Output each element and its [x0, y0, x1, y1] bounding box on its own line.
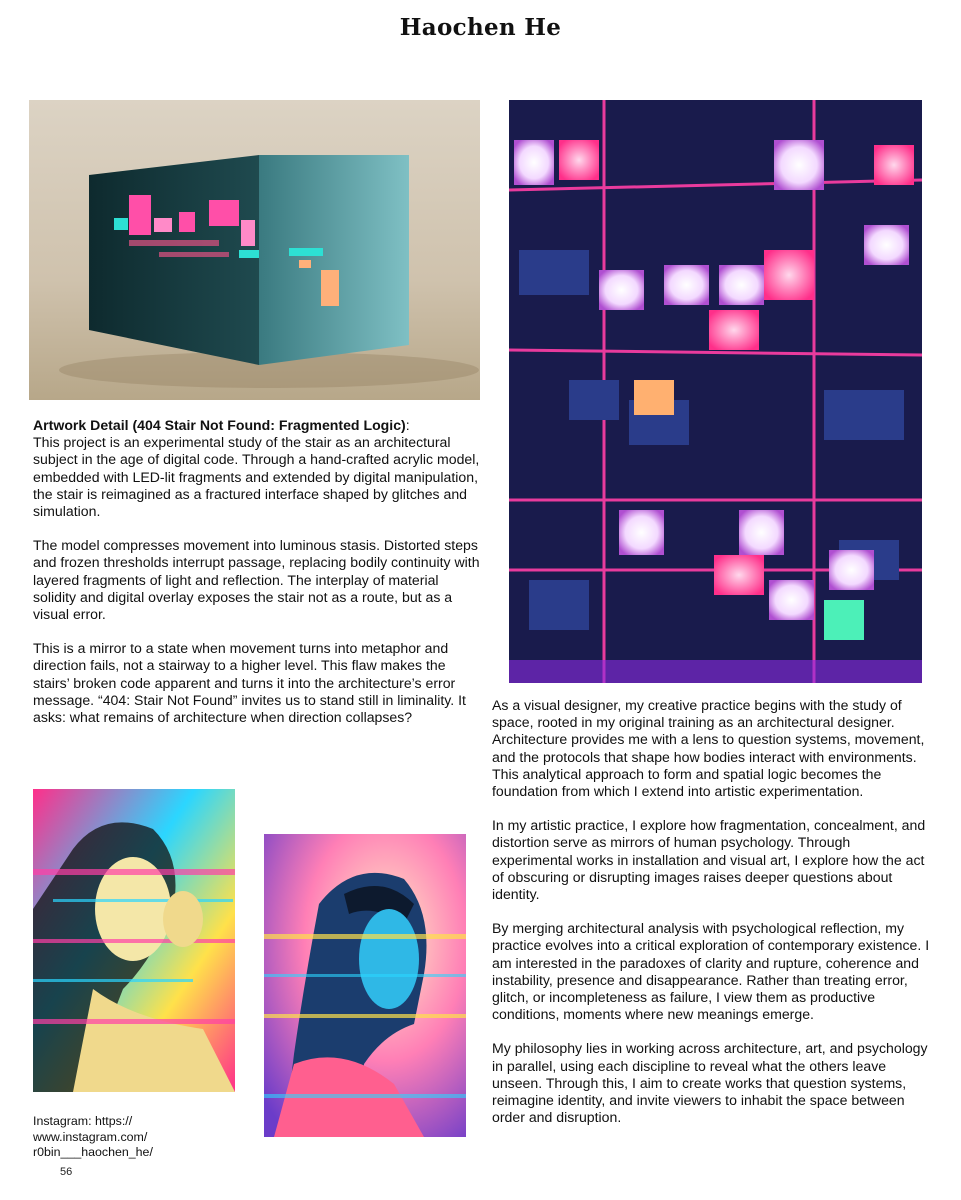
- artwork-paragraph-3: This is a mirror to a state when movement turns into metaphor and direction fails, not a stairway to a higher level. This flaw makes the stairs’ broken code apparent and turns it into the architecture’s error message. “404: Stair Not Found” invites us to stand still in liminality. It asks: what remains of architecture when direction collapses?: [33, 640, 466, 726]
- artwork-model-photo: [29, 100, 480, 400]
- statement-paragraph-1: As a visual designer, my creative practice begins with the study of space, rooted in my original training as an architectural designer. Architecture provides me with a lens to question systems, movement, and the protocols that shape how bodies interact with environments. This analytical approach to form and spatial logic becomes the foundation from which I extend into artistic experimentation.: [492, 697, 925, 800]
- instagram-link[interactable]: Instagram: https:// www.instagram.com/ r0bin___haochen_he/: [33, 1114, 153, 1159]
- artwork-detail-text: [33, 417, 485, 743]
- statement-paragraph-4: My philosophy lies in working across architecture, art, and psychology in parallel, using each discipline to reveal what the others leave unseen. Through this, I aim to create works that question systems, reimagine identity, and invite viewers to inhabit the space between order and disruption.: [492, 1040, 928, 1126]
- artwork-paragraph-1-text: This project is an experimental study of the stair as an architectural subject in the age of digital code. Through a hand-crafted acrylic model, embedded with LED-lit fragments and extended by digital manipulation, the stair is reimagined as a fractured interface shaped by glitches and simulation.: [33, 434, 480, 520]
- statement-paragraph-2: In my artistic practice, I explore how fragmentation, concealment, and distortion serve as mirrors of human psychology. Through experimental works in installation and visual art, I explore how the act of obscuring or disrupting images raises deeper questions about identity.: [492, 817, 926, 903]
- led-installation-photo: [509, 100, 922, 683]
- artist-statement-text: [492, 697, 932, 1143]
- glitch-portrait-woman: [33, 789, 235, 1092]
- artwork-detail-colon: :: [405, 417, 410, 433]
- artwork-detail-title: Artwork Detail (404 Stair Not Found: Fragmented Logic): [33, 417, 406, 433]
- page-title: Haochen He: [399, 14, 562, 41]
- artwork-paragraph-1: [33, 417, 485, 520]
- statement-paragraph-3: By merging architectural analysis with psychological reflection, my practice evolves into a critical exploration of contemporary existence. I am interested in the paradoxes of clarity and rupture, coherence and instability, presence and disappearance. Rather than treating error, glitch, or incompleteness as failure, I view them as productive conditions, moments where new meanings emerge.: [492, 920, 930, 1023]
- page-number: 56: [60, 1166, 73, 1178]
- artwork-paragraph-2: The model compresses movement into luminous stasis. Distorted steps and frozen thresholds interrupt passage, replacing bodily continuity with layered fragments of light and reflection. The interplay of material solidity and digital overlay exposes the stair not as a route, but as a visual error.: [33, 537, 480, 623]
- glitch-portrait-man: [264, 834, 466, 1137]
